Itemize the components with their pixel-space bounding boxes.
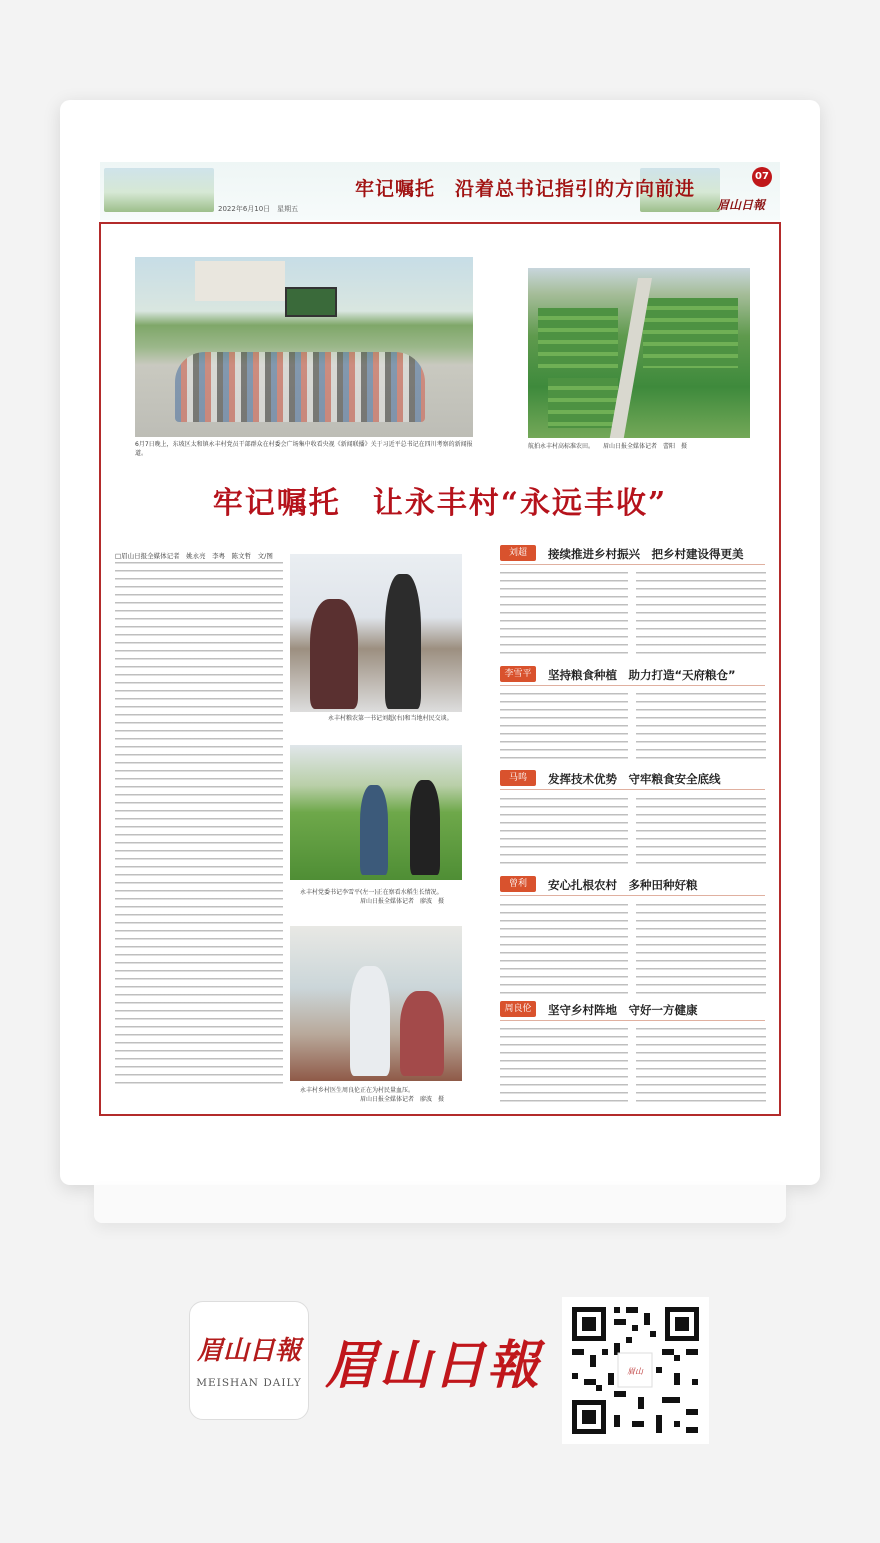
card-shadow [94, 1185, 786, 1223]
text-column [636, 798, 766, 866]
text-column [500, 572, 628, 660]
page-number: 07 [752, 167, 772, 187]
byline: □眉山日报全媒体记者 姚永亮 李粤 陈文哲 文/图 [115, 552, 273, 560]
text-column [636, 904, 766, 996]
logo-chinese: 眉山日報 [196, 1336, 301, 1366]
text-column [500, 904, 628, 996]
text-column [636, 1028, 766, 1108]
divider [500, 685, 765, 686]
text-column [636, 572, 766, 660]
credit-lower: 眉山日报全媒体记者 廖波 摄 [360, 898, 445, 905]
section-tag: 马鸣 [500, 770, 536, 786]
photo-village-square [135, 257, 473, 437]
figure-official [385, 574, 421, 709]
section-title: 安心扎根农村 多种田种好粮 [548, 878, 698, 892]
figure-secretary [410, 780, 440, 875]
figure-doctor [350, 966, 390, 1076]
audience-shape [175, 352, 425, 422]
section-tag: 刘超 [500, 545, 536, 561]
text-column [500, 798, 628, 866]
section-header-4 [500, 876, 765, 894]
section-title: 发挥技术优势 守牢粮食安全底线 [548, 772, 721, 786]
field-block [548, 378, 618, 428]
section-header-3 [500, 770, 765, 788]
caption-top-left: 6月7日晚上，东坡区太和镇永丰村党员干部群众在村委会广场集中收看央视《新闻联播》关于习近平总书记在四川考察的新闻报道。 [135, 441, 473, 457]
figure-villager [310, 599, 358, 709]
page-banner [100, 162, 780, 220]
field-block [643, 298, 738, 368]
caption-lower: 永丰村党委书记李雪平(左一)正在察看水稻生长情况。 [300, 889, 443, 896]
divider [500, 789, 765, 790]
banner-title: 牢记嘱托 沿着总书记指引的方向前进 [355, 178, 696, 200]
text-column [500, 1028, 628, 1108]
app-logo[interactable] [189, 1301, 309, 1420]
building-shape [195, 261, 285, 301]
logo-english: MEISHAN DAILY [196, 1377, 302, 1389]
photo-liu-chao [290, 554, 462, 712]
banner-brand: 眉山日報 [717, 198, 766, 212]
section-title: 接续推进乡村振兴 把乡村建设得更美 [548, 547, 744, 561]
main-headline: 牢记嘱托 让永丰村“永远丰收” [212, 486, 668, 521]
divider [500, 895, 765, 896]
section-header-2 [500, 666, 765, 684]
caption-bottom: 永丰村乡村医生周良伦正在为村民量血压。 [300, 1087, 415, 1094]
credit-bottom: 眉山日报全媒体记者 廖波 摄 [360, 1096, 445, 1103]
text-column [636, 693, 766, 763]
photo-aerial-fields [528, 268, 750, 438]
figure-patient [400, 991, 444, 1076]
section-header-1 [500, 545, 765, 563]
caption-middle: 永丰村粮农第一书记刘超(右)和当地村民交谈。 [328, 715, 453, 722]
caption-top-right: 航拍永丰村高标准农田。 眉山日报全媒体记者 蕾阳 摄 [528, 443, 688, 450]
banner-scene-left [104, 168, 214, 212]
photo-rice-field [290, 745, 462, 880]
section-header-5 [500, 1001, 765, 1019]
figure-farmer [360, 785, 388, 875]
photo-clinic [290, 926, 462, 1081]
section-tag: 周良伦 [500, 1001, 536, 1017]
newspaper-name: 眉山日報 [325, 1335, 542, 1396]
section-title: 坚持粮食种植 助力打造“天府粮仓” [548, 668, 736, 682]
qr-code-icon[interactable] [562, 1297, 709, 1444]
section-title: 坚守乡村阵地 守好一方健康 [548, 1003, 698, 1017]
section-tag: 曾利 [500, 876, 536, 892]
text-column-left [115, 562, 283, 1087]
divider [500, 1020, 765, 1021]
svg-text:眉山: 眉山 [627, 1367, 643, 1376]
text-column [500, 693, 628, 763]
issue-date: 2022年6月10日 星期五 [218, 205, 299, 213]
divider [500, 564, 765, 565]
field-block [538, 308, 618, 368]
screen-shape [285, 287, 337, 317]
section-tag: 李雪平 [500, 666, 536, 682]
qr-pattern [562, 1297, 709, 1444]
